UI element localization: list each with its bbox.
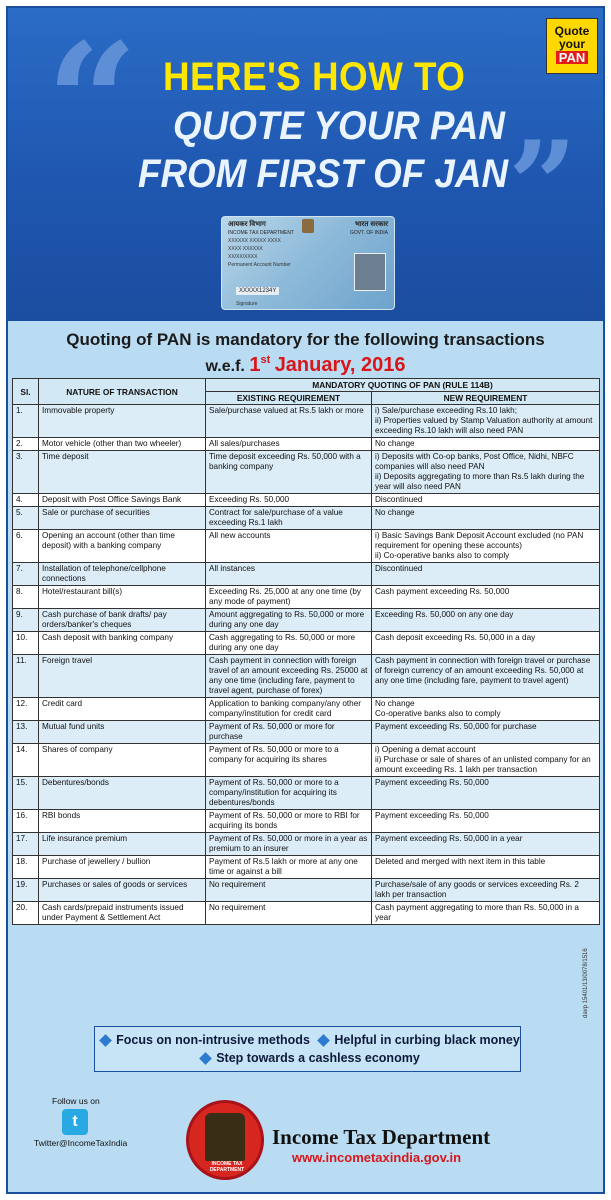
transactions-table bbox=[12, 378, 600, 925]
table-row bbox=[13, 586, 600, 609]
table-row bbox=[13, 530, 600, 563]
row-existing: No requirement bbox=[206, 879, 372, 902]
pan-card-dob: XX/XX/XXXX bbox=[228, 254, 258, 260]
row-existing: Payment of Rs. 50,000 or more to a company/institution for acquiring its debentures/bonds bbox=[206, 777, 372, 810]
diamond-bullet-icon bbox=[318, 1034, 331, 1047]
new-requirement-line: Discontinued bbox=[375, 495, 423, 504]
pan-card-number-label: Permanent Account Number bbox=[228, 262, 291, 268]
pan-card-dept-english: INCOME TAX DEPARTMENT bbox=[228, 230, 295, 236]
badge-line-2: your bbox=[558, 37, 585, 51]
row-existing: Payment of Rs. 50,000 or more to RBI for acquiring its bonds bbox=[206, 810, 372, 833]
diamond-bullet-icon bbox=[99, 1034, 112, 1047]
badge-line-3: PAN bbox=[556, 51, 588, 64]
pan-card-number: XXXXX1234Y bbox=[236, 287, 279, 295]
row-existing: Cash payment in connection with foreign travel of an amount exceeding Rs. 25000 at any one time (including fare, payment to travel agent, purchase of forex) bbox=[206, 655, 372, 698]
new-requirement-line: Cash payment aggregating to more than Rs. 50,000 in a year bbox=[375, 903, 579, 922]
new-requirement-line: Purchase/sale of any goods or services exceeding Rs. 2 lakh per transaction bbox=[375, 880, 579, 899]
row-existing: Amount aggregating to Rs. 50,000 or more during any one day bbox=[206, 609, 372, 632]
row-nature: RBI bonds bbox=[39, 810, 206, 833]
row-new-requirement bbox=[372, 721, 600, 744]
table-row bbox=[13, 632, 600, 655]
badge-line-1: Quote bbox=[554, 24, 590, 38]
table-row bbox=[13, 777, 600, 810]
row-existing: Payment of Rs. 50,000 or more to a company for acquiring its shares bbox=[206, 744, 372, 777]
row-nature: Foreign travel bbox=[39, 655, 206, 698]
row-serial: 10. bbox=[13, 632, 39, 655]
pan-card-father-name: XXXX XXXXXX bbox=[228, 246, 263, 252]
row-existing: Exceeding Rs. 25,000 at any one time (by any mode of payment) bbox=[206, 586, 372, 609]
table-row bbox=[13, 438, 600, 451]
header-new: NEW REQUIREMENT bbox=[372, 392, 600, 405]
row-nature: Opening an account (other than time deposit) with a banking company bbox=[39, 530, 206, 563]
new-requirement-line: Co-operative banks also to comply bbox=[375, 709, 501, 718]
row-serial: 3. bbox=[13, 451, 39, 494]
row-new-requirement bbox=[372, 655, 600, 698]
header-existing: EXISTING REQUIREMENT bbox=[206, 392, 372, 405]
row-nature: Hotel/restaurant bill(s) bbox=[39, 586, 206, 609]
row-new-requirement bbox=[372, 609, 600, 632]
row-nature: Life insurance premium bbox=[39, 833, 206, 856]
department-name: Income Tax Department bbox=[272, 1125, 491, 1149]
table-row bbox=[13, 856, 600, 879]
pan-card-image bbox=[221, 216, 395, 310]
row-new-requirement bbox=[372, 586, 600, 609]
row-nature: Cash purchase of bank drafts/ pay orders/banker's cheques bbox=[39, 609, 206, 632]
header-mandatory: MANDATORY QUOTING OF PAN (RULE 114B) bbox=[206, 379, 600, 392]
row-nature: Time deposit bbox=[39, 451, 206, 494]
twitter-icon[interactable]: t bbox=[62, 1109, 88, 1135]
pan-card-name: XXXXXX XXXXX XXXX bbox=[228, 238, 281, 244]
row-new-requirement bbox=[372, 451, 600, 494]
row-new-requirement bbox=[372, 777, 600, 810]
new-requirement-line: ii) Co-operative banks also to comply bbox=[375, 551, 510, 560]
open-quote-icon: “ bbox=[46, 8, 139, 196]
table-row bbox=[13, 494, 600, 507]
row-existing: Sale/purchase valued at Rs.5 lakh or more bbox=[206, 405, 372, 438]
table-row bbox=[13, 833, 600, 856]
new-requirement-line: No change bbox=[375, 699, 415, 708]
row-serial: 2. bbox=[13, 438, 39, 451]
headline-line-1: HERE'S HOW TO bbox=[163, 55, 466, 99]
header-sl: Sl. bbox=[13, 379, 39, 405]
row-existing: No requirement bbox=[206, 902, 372, 925]
wef-prefix: w.e.f. bbox=[205, 358, 245, 375]
row-serial: 1. bbox=[13, 405, 39, 438]
table-row bbox=[13, 451, 600, 494]
row-serial: 7. bbox=[13, 563, 39, 586]
row-nature: Cash deposit with banking company bbox=[39, 632, 206, 655]
row-serial: 6. bbox=[13, 530, 39, 563]
highlights-box bbox=[94, 1026, 521, 1072]
row-new-requirement bbox=[372, 494, 600, 507]
row-new-requirement bbox=[372, 563, 600, 586]
row-nature: Sale or purchase of securities bbox=[39, 507, 206, 530]
row-existing: Contract for sale/purchase of a value exceeding Rs.1 lakh bbox=[206, 507, 372, 530]
row-new-requirement bbox=[372, 879, 600, 902]
new-requirement-line: ii) Properties valued by Stamp Valuation authority at amount exceeding Rs.10 lakh will also need PAN bbox=[375, 416, 593, 435]
row-new-requirement bbox=[372, 405, 600, 438]
row-nature: Cash cards/prepaid instruments issued under Payment & Settlement Act bbox=[39, 902, 206, 925]
row-serial: 14. bbox=[13, 744, 39, 777]
row-serial: 5. bbox=[13, 507, 39, 530]
table-row bbox=[13, 405, 600, 438]
new-requirement-line: Payment exceeding Rs. 50,000 bbox=[375, 811, 489, 820]
transactions-table-wrapper bbox=[12, 378, 599, 925]
table-body bbox=[13, 405, 600, 925]
new-requirement-line: i) Deposits with Co-op banks, Post Office, Nidhi, NBFC companies will also need PAN bbox=[375, 452, 574, 471]
row-serial: 13. bbox=[13, 721, 39, 744]
pan-card-govt-english: GOVT. OF INDIA bbox=[349, 230, 388, 236]
row-existing: Cash aggregating to Rs. 50,000 or more during any one day bbox=[206, 632, 372, 655]
table-row bbox=[13, 655, 600, 698]
national-emblem-icon bbox=[205, 1113, 245, 1161]
row-serial: 9. bbox=[13, 609, 39, 632]
row-new-requirement bbox=[372, 632, 600, 655]
diamond-bullet-icon bbox=[199, 1052, 212, 1065]
row-nature: Purchases or sales of goods or services bbox=[39, 879, 206, 902]
date-day: 1 bbox=[249, 354, 261, 376]
row-existing: Payment of Rs.5 lakh or more at any one time or against a bill bbox=[206, 856, 372, 879]
effective-date bbox=[8, 354, 603, 377]
new-requirement-line: ii) Deposits aggregating to more than Rs.5 lakh during the year will also need PAN bbox=[375, 472, 585, 491]
row-new-requirement bbox=[372, 810, 600, 833]
quote-your-pan-badge bbox=[546, 18, 598, 74]
table-row bbox=[13, 721, 600, 744]
close-quote-icon: ” bbox=[508, 115, 578, 256]
new-requirement-line: ii) Purchase or sale of shares of an unlisted company for an amount exceeding Rs. 1 lakh per transaction bbox=[375, 755, 591, 774]
new-requirement-line: Payment exceeding Rs. 50,000 in a year bbox=[375, 834, 523, 843]
new-requirement-line: Cash deposit exceeding Rs. 50,000 in a day bbox=[375, 633, 536, 642]
row-existing: All sales/purchases bbox=[206, 438, 372, 451]
row-serial: 15. bbox=[13, 777, 39, 810]
row-nature: Deposit with Post Office Savings Bank bbox=[39, 494, 206, 507]
row-new-requirement bbox=[372, 438, 600, 451]
row-existing: Payment of Rs. 50,000 or more in a year as premium to an insurer bbox=[206, 833, 372, 856]
table-row bbox=[13, 879, 600, 902]
new-requirement-line: i) Basic Savings Bank Deposit Account excluded (no PAN requirement for opening these accounts) bbox=[375, 531, 584, 550]
table-row bbox=[13, 563, 600, 586]
new-requirement-line: Payment exceeding Rs. 50,000 for purchase bbox=[375, 722, 537, 731]
table-row bbox=[13, 902, 600, 925]
row-nature: Installation of telephone/cellphone connections bbox=[39, 563, 206, 586]
highlight-1: Focus on non-intrusive methods bbox=[116, 1033, 310, 1047]
date-rest: January, 2016 bbox=[274, 354, 406, 376]
headline-line-3: FROM FIRST OF JAN bbox=[138, 152, 509, 196]
row-nature: Mutual fund units bbox=[39, 721, 206, 744]
new-requirement-line: Payment exceeding Rs. 50,000 bbox=[375, 778, 489, 787]
headline-line-2: QUOTE YOUR PAN bbox=[173, 104, 505, 148]
new-requirement-line: Cash payment exceeding Rs. 50,000 bbox=[375, 587, 510, 596]
department-emblem-icon bbox=[186, 1100, 264, 1180]
new-requirement-line: i) Sale/purchase exceeding Rs.10 lakh; bbox=[375, 406, 517, 415]
new-requirement-line: Cash payment in connection with foreign travel or purchase of foreign currency of an amount exceeding Rs. 50,000 at any one time (including fare, payment to travel agent) bbox=[375, 656, 591, 685]
row-existing: Payment of Rs. 50,000 or more for purchase bbox=[206, 721, 372, 744]
row-nature: Purchase of jewellery / bullion bbox=[39, 856, 206, 879]
table-row bbox=[13, 609, 600, 632]
intro-subtitle: Quoting of PAN is mandatory for the following transactions bbox=[66, 330, 545, 349]
row-new-requirement bbox=[372, 530, 600, 563]
new-requirement-line: i) Opening a demat account bbox=[375, 745, 476, 754]
follow-us-label: Follow us on bbox=[52, 1096, 100, 1106]
pan-card-dept-hindi: आयकर विभाग bbox=[228, 221, 266, 228]
pan-card-govt-hindi: भारत सरकार bbox=[354, 221, 388, 228]
table-row bbox=[13, 507, 600, 530]
row-serial: 19. bbox=[13, 879, 39, 902]
highlight-2: Helpful in curbing black money bbox=[334, 1033, 520, 1047]
row-serial: 8. bbox=[13, 586, 39, 609]
header-banner bbox=[8, 8, 603, 321]
row-serial: 17. bbox=[13, 833, 39, 856]
davp-code: davp 15401/13/0078/1516 bbox=[583, 948, 589, 1018]
row-serial: 16. bbox=[13, 810, 39, 833]
new-requirement-line: Exceeding Rs. 50,000 on any one day bbox=[375, 610, 514, 619]
highlight-3: Step towards a cashless economy bbox=[216, 1051, 420, 1065]
row-serial: 12. bbox=[13, 698, 39, 721]
row-serial: 4. bbox=[13, 494, 39, 507]
row-nature: Debentures/bonds bbox=[39, 777, 206, 810]
twitter-handle[interactable]: Twitter@IncomeTaxIndia bbox=[34, 1138, 128, 1148]
table-row bbox=[13, 744, 600, 777]
row-new-requirement bbox=[372, 744, 600, 777]
emblem-icon bbox=[302, 219, 314, 233]
row-existing: All new accounts bbox=[206, 530, 372, 563]
website-link[interactable]: www.incometaxindia.gov.in bbox=[292, 1150, 462, 1165]
new-requirement-line: No change bbox=[375, 508, 415, 517]
row-existing: Exceeding Rs. 50,000 bbox=[206, 494, 372, 507]
new-requirement-line: Discontinued bbox=[375, 564, 423, 573]
row-existing: All instances bbox=[206, 563, 372, 586]
row-nature: Motor vehicle (other than two wheeler) bbox=[39, 438, 206, 451]
row-new-requirement bbox=[372, 507, 600, 530]
row-serial: 11. bbox=[13, 655, 39, 698]
row-nature: Credit card bbox=[39, 698, 206, 721]
pan-card-signature-label: Signature bbox=[236, 301, 258, 307]
emblem-ring-text: INCOME TAX DEPARTMENT bbox=[209, 1161, 245, 1173]
row-new-requirement bbox=[372, 698, 600, 721]
table-row bbox=[13, 698, 600, 721]
row-nature: Immovable property bbox=[39, 405, 206, 438]
date-suffix: st bbox=[260, 354, 271, 366]
row-serial: 20. bbox=[13, 902, 39, 925]
row-serial: 18. bbox=[13, 856, 39, 879]
row-existing: Application to banking company/any other company/institution for credit card bbox=[206, 698, 372, 721]
row-new-requirement bbox=[372, 856, 600, 879]
new-requirement-line: Deleted and merged with next item in this table bbox=[375, 857, 546, 866]
row-existing: Time deposit exceeding Rs. 50,000 with a banking company bbox=[206, 451, 372, 494]
row-nature: Shares of company bbox=[39, 744, 206, 777]
row-new-requirement bbox=[372, 902, 600, 925]
header-nature: NATURE OF TRANSACTION bbox=[39, 379, 206, 405]
pan-card-photo bbox=[354, 253, 386, 291]
row-new-requirement bbox=[372, 833, 600, 856]
advertisement-frame bbox=[6, 6, 605, 1194]
new-requirement-line: No change bbox=[375, 439, 415, 448]
table-row bbox=[13, 810, 600, 833]
